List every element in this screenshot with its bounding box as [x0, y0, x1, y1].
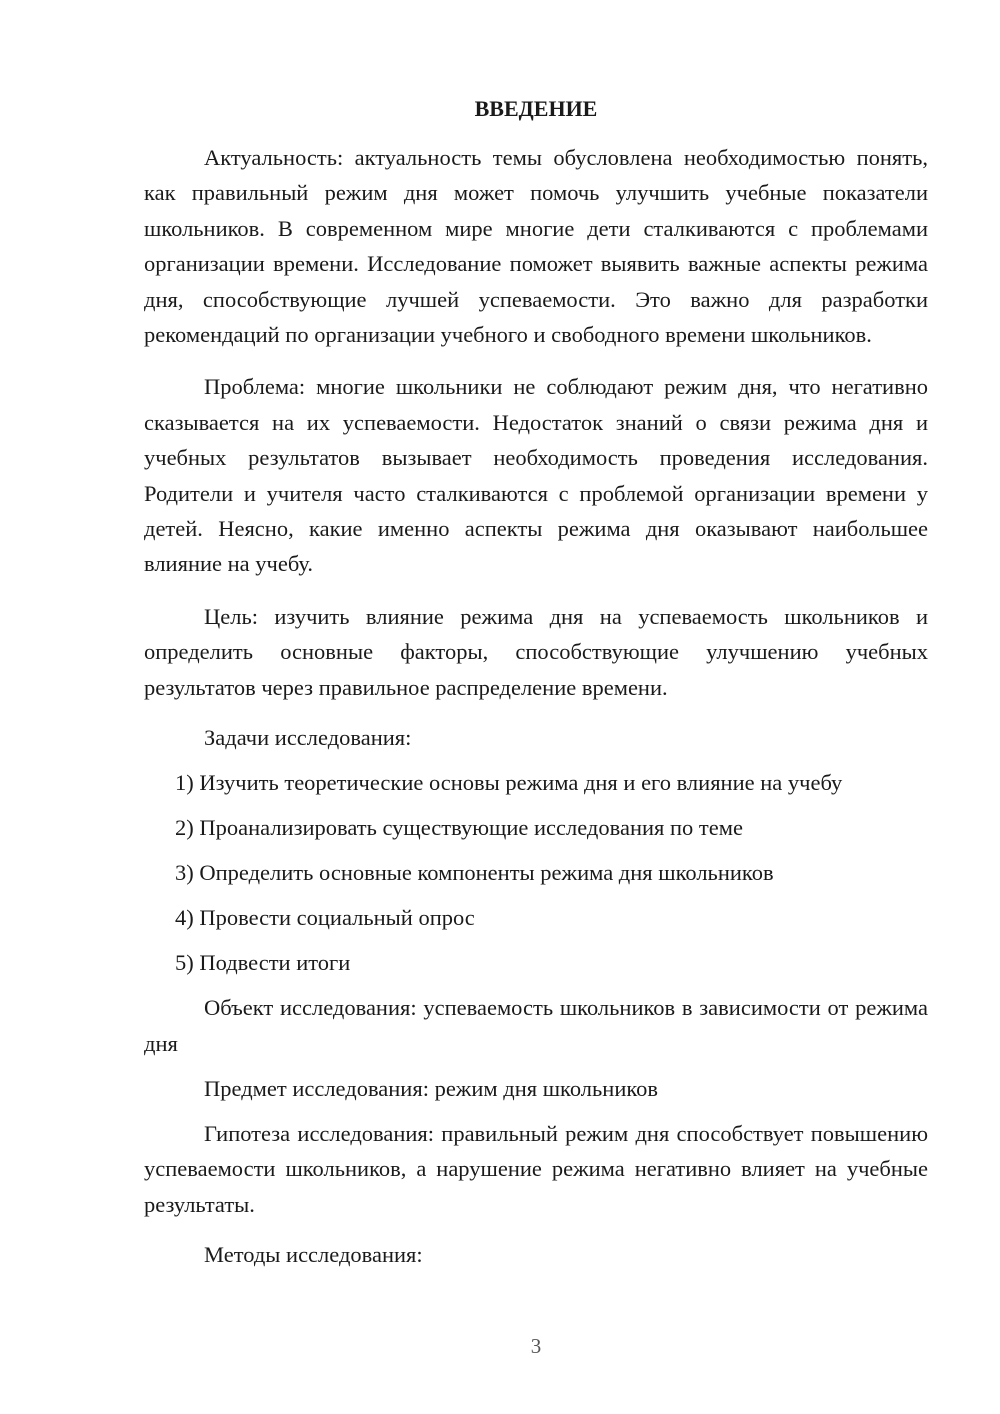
methods-heading: Методы исследования: [204, 1242, 423, 1268]
document-body [144, 140, 928, 1272]
list-item: 4) Провести социальный опрос [175, 905, 475, 931]
list-item: 3) Определить основные компоненты режима дня школьников [175, 860, 774, 886]
page-number: 3 [530, 1334, 542, 1358]
list-item: 5) Подвести итоги [175, 950, 351, 976]
paragraph-subject: Предмет исследования: режим дня школьников [204, 1075, 659, 1101]
page-title: ВВЕДЕНИЕ [474, 96, 598, 121]
paragraph-goal: Цель: изучить влияние режима дня на успеваемость школьников и определить основные факторы, способствующие улучшению учебных результатов через правильное распределение времени. [144, 603, 928, 700]
paragraph-object: Объект исследования: успеваемость школьников в зависимости от режима дня [144, 995, 928, 1056]
paragraph-relevance: Актуальность: актуальность темы обусловлена необходимостью понять, как правильный режим дня может помочь улучшить учебные показатели школьников. В современном мире многие дети сталкиваются с проблемами организации времени. Исследование поможет выявить важные аспекты режима дня, способствующие лучшей успеваемости. Это важно для разработки рекомендаций по организации учебного и свободного времени школьников. [144, 145, 928, 348]
tasks-heading: Задачи исследования: [204, 725, 412, 751]
paragraph-problem: Проблема: многие школьники не соблюдают режим дня, что негативно сказывается на их успеваемости. Недостаток знаний о связи режима дня и учебных результатов вызывает необходимость проведения исследования. Родители и учителя часто сталкиваются с проблемой организации времени у детей. Неясно, какие именно аспекты режима дня оказывают наибольшее влияние на учебу. [144, 374, 928, 577]
tasks-list [144, 765, 928, 980]
list-item: 2) Проанализировать существующие исследования по теме [175, 815, 743, 841]
list-item: 1) Изучить теоретические основы режима дня и его влияние на учебу [175, 770, 843, 796]
paragraph-hypothesis: Гипотеза исследования: правильный режим дня способствует повышению успеваемости школьников, а нарушение режима негативно влияет на учебные результаты. [144, 1120, 928, 1217]
